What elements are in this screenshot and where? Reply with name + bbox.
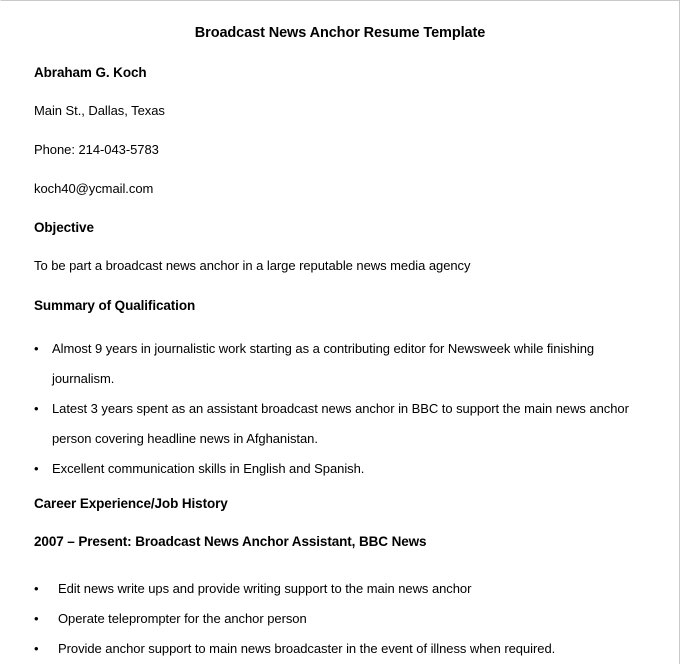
bullet-icon: • — [34, 581, 39, 596]
section-spacer — [34, 484, 659, 496]
page-title: Broadcast News Anchor Resume Template — [194, 25, 486, 41]
list-item-text: Almost 9 years in journalistic work starting as a contributing editor for Newsweek while finishing journalism. — [52, 341, 595, 386]
list-item-text: Edit news write ups and provide writing support to the main news anchor — [58, 581, 472, 596]
summary-heading: Summary of Qualification — [34, 298, 196, 313]
bullet-icon: • — [34, 401, 39, 416]
list-item — [34, 334, 659, 394]
career-bullet-list — [34, 574, 659, 664]
list-item — [34, 394, 659, 454]
candidate-name: Abraham G. Koch — [34, 65, 147, 80]
list-item — [34, 634, 659, 664]
list-item-text: Operate teleprompter for the anchor person — [58, 611, 307, 626]
bullet-icon: • — [34, 611, 39, 626]
bullet-icon: • — [34, 641, 39, 656]
list-item — [34, 604, 659, 634]
contact-address: Main St., Dallas, Texas — [34, 103, 165, 118]
objective-text: To be part a broadcast news anchor in a large reputable news media agency — [34, 258, 471, 273]
list-item-text: Provide anchor support to main news broadcaster in the event of illness when required. — [58, 641, 556, 656]
list-item — [34, 454, 659, 484]
resume-body — [34, 65, 659, 664]
bullet-icon: • — [34, 461, 39, 476]
bullet-icon: • — [34, 341, 39, 356]
job-entry-heading: 2007 – Present: Broadcast News Anchor Assistant, BBC News — [34, 534, 427, 549]
summary-bullet-list — [34, 334, 659, 484]
list-item-text: Excellent communication skills in English and Spanish. — [52, 461, 365, 476]
contact-phone: Phone: 214-043-5783 — [34, 142, 159, 157]
career-heading: Career Experience/Job History — [34, 496, 228, 511]
list-item-text: Latest 3 years spent as an assistant broadcast news anchor in BBC to support the main news anchor person covering headline news in Afghanistan. — [52, 401, 629, 446]
objective-heading: Objective — [34, 220, 94, 235]
contact-email: koch40@ycmail.com — [34, 181, 154, 196]
list-item — [34, 574, 659, 604]
